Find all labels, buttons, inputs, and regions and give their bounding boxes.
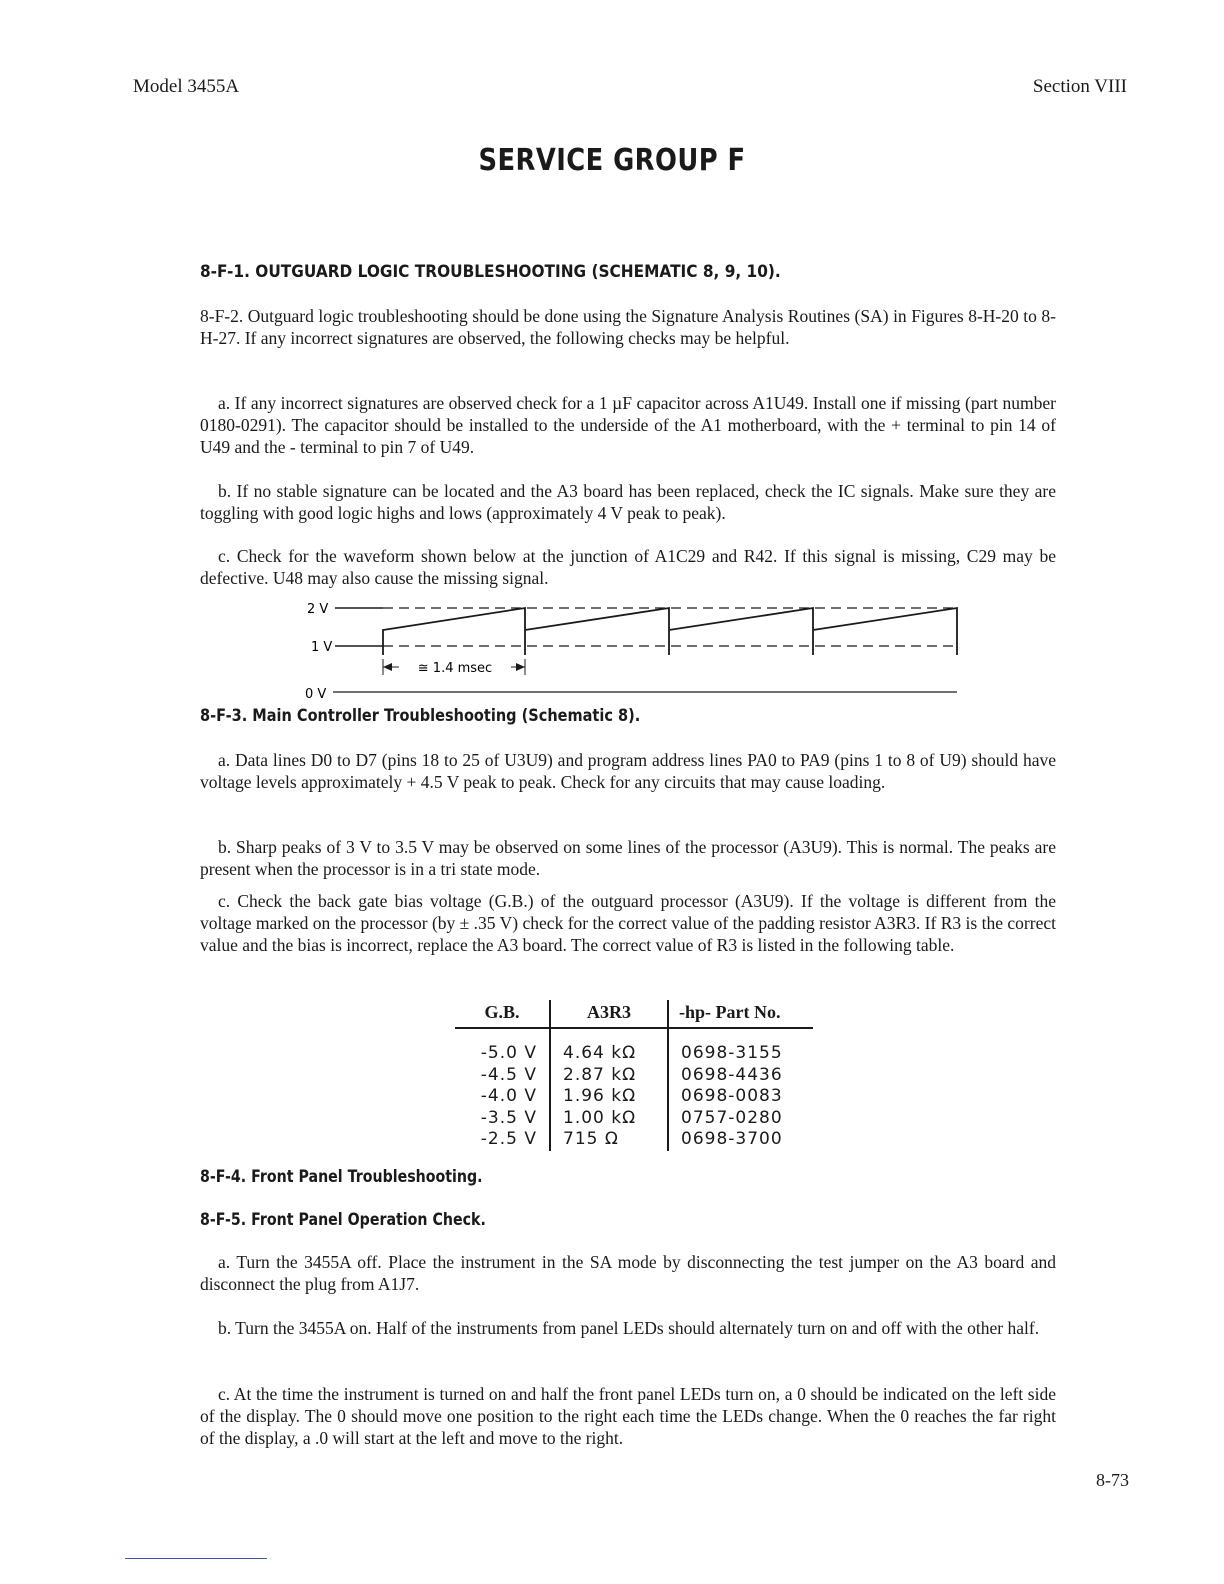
period-label: ≅ 1.4 msec <box>417 661 493 676</box>
table-row <box>455 1129 813 1151</box>
header-section: Section VIII <box>1032 76 1127 97</box>
cell-gb: -4.5 V <box>480 1064 537 1085</box>
period-arrow-right-icon <box>516 663 525 671</box>
heading-8-f-1: 8-F-1. OUTGUARD LOGIC TROUBLESHOOTING (SCHEMATIC 8, 9, 10). <box>200 262 781 281</box>
waveform-diagram <box>295 595 975 701</box>
paragraph-8-f-5-c: c. At the time the instrument is turned on and half the front panel LEDs turn on, a 0 should be indicated on the left side of the display. The 0 should move one position to the right each time the LEDs change. When the 0 reaches the far right of the display, a .0 will start at the left and move to the right. <box>200 1384 1056 1448</box>
paragraph-8-f-3-c: c. Check the back gate bias voltage (G.B.) of the outguard processor (A3U9). If the voltage is different from the voltage marked on the processor (by ± .35 V) check for the correct value of the padding resistor A3R3. If R3 is the correct value and the bias is incorrect, replace the A3 board. The correct value of R3 is listed in the following table. <box>200 891 1056 955</box>
table-header-row <box>455 1000 813 1028</box>
page-title: SERVICE GROUP F <box>478 143 746 178</box>
table-row <box>455 1065 813 1087</box>
table-row <box>455 1108 813 1130</box>
header-model: Model 3455A <box>133 76 240 97</box>
paragraph-8-f-2-a: a. If any incorrect signatures are observed check for a 1 µF capacitor across A1U49. Install one if missing (part number 0180-0291). The capacitor should be installed to the underside of the A1 motherboard, with the + terminal to pin 14 of U49 and the - terminal to pin 7 of U49. <box>200 393 1056 457</box>
label-1v: 1 V <box>311 640 333 655</box>
table-row <box>455 1043 813 1065</box>
footer-rule <box>125 1558 267 1559</box>
paragraph-8-f-2: 8-F-2. Outguard logic troubleshooting should be done using the Signature Analysis Routines (SA) in Figures 8-H-20 to 8-H-27. If any incorrect signatures are observed, the following checks may be helpful. <box>200 306 1056 348</box>
cell-part-no: 0757-0280 <box>668 1108 813 1130</box>
label-0v: 0 V <box>305 687 327 701</box>
heading-8-f-5: 8-F-5. Front Panel Operation Check. <box>200 1210 486 1229</box>
heading-8-f-4: 8-F-4. Front Panel Troubleshooting. <box>200 1167 483 1186</box>
heading-8-f-3: 8-F-3. Main Controller Troubleshooting (Schematic 8). <box>200 706 641 725</box>
cell-gb: -5.0 V <box>480 1043 537 1063</box>
paragraph-8-f-2-c: c. Check for the waveform shown below at the junction of A1C29 and R42. If this signal is missing, C29 may be defective. U48 may also cause the missing signal. <box>200 546 1056 588</box>
page-number: 8-73 <box>1096 1470 1129 1490</box>
col-header-part-no: -hp- Part No. <box>668 1000 813 1028</box>
cell-a3r3: 715 Ω <box>550 1129 668 1151</box>
table-spacer-row <box>455 1028 813 1043</box>
sawtooth-waveform <box>383 608 957 655</box>
cell-part-no: 0698-3155 <box>668 1043 813 1065</box>
cell-gb: -3.5 V <box>480 1107 537 1128</box>
cell-gb: -2.5 V <box>480 1129 537 1149</box>
cell-a3r3: 1.00 kΩ <box>550 1108 668 1130</box>
cell-part-no: 0698-3700 <box>668 1129 813 1151</box>
cell-part-no: 0698-4436 <box>668 1065 813 1087</box>
paragraph-8-f-3-b: b. Sharp peaks of 3 V to 3.5 V may be observed on some lines of the processor (A3U9). This is normal. The peaks are present when the processor is in a tri state mode. <box>200 837 1056 879</box>
cell-gb: -4.0 V <box>480 1086 537 1106</box>
cell-a3r3: 2.87 kΩ <box>550 1065 668 1087</box>
cell-a3r3: 1.96 kΩ <box>550 1086 668 1108</box>
period-arrow-left-icon <box>383 663 392 671</box>
col-header-gb: G.B. <box>455 1000 550 1028</box>
paragraph-8-f-5-a: a. Turn the 3455A off. Place the instrument in the SA mode by disconnecting the test jumper on the A3 board and disconnect the plug from A1J7. <box>200 1252 1056 1294</box>
paragraph-8-f-2-b: b. If no stable signature can be located and the A3 board has been replaced, check the IC signals. Make sure they are toggling with good logic highs and lows (approximately 4 V peak to peak). <box>200 481 1056 523</box>
paragraph-8-f-3-a: a. Data lines D0 to D7 (pins 18 to 25 of U3U9) and program address lines PA0 to PA9 (pins 1 to 8 of U9) should have voltage levels approximately + 4.5 V peak to peak. Check for any circuits that may cause loading. <box>200 750 1056 792</box>
paragraph-8-f-5-b: b. Turn the 3455A on. Half of the instruments from panel LEDs should alternately turn on and off with the other half. <box>218 1318 1040 1338</box>
table-row <box>455 1086 813 1108</box>
cell-a3r3: 4.64 kΩ <box>550 1043 668 1065</box>
col-header-a3r3: A3R3 <box>550 1000 668 1028</box>
label-2v: 2 V <box>307 602 329 617</box>
cell-part-no: 0698-0083 <box>668 1086 813 1108</box>
bias-resistor-table <box>455 1000 813 1151</box>
